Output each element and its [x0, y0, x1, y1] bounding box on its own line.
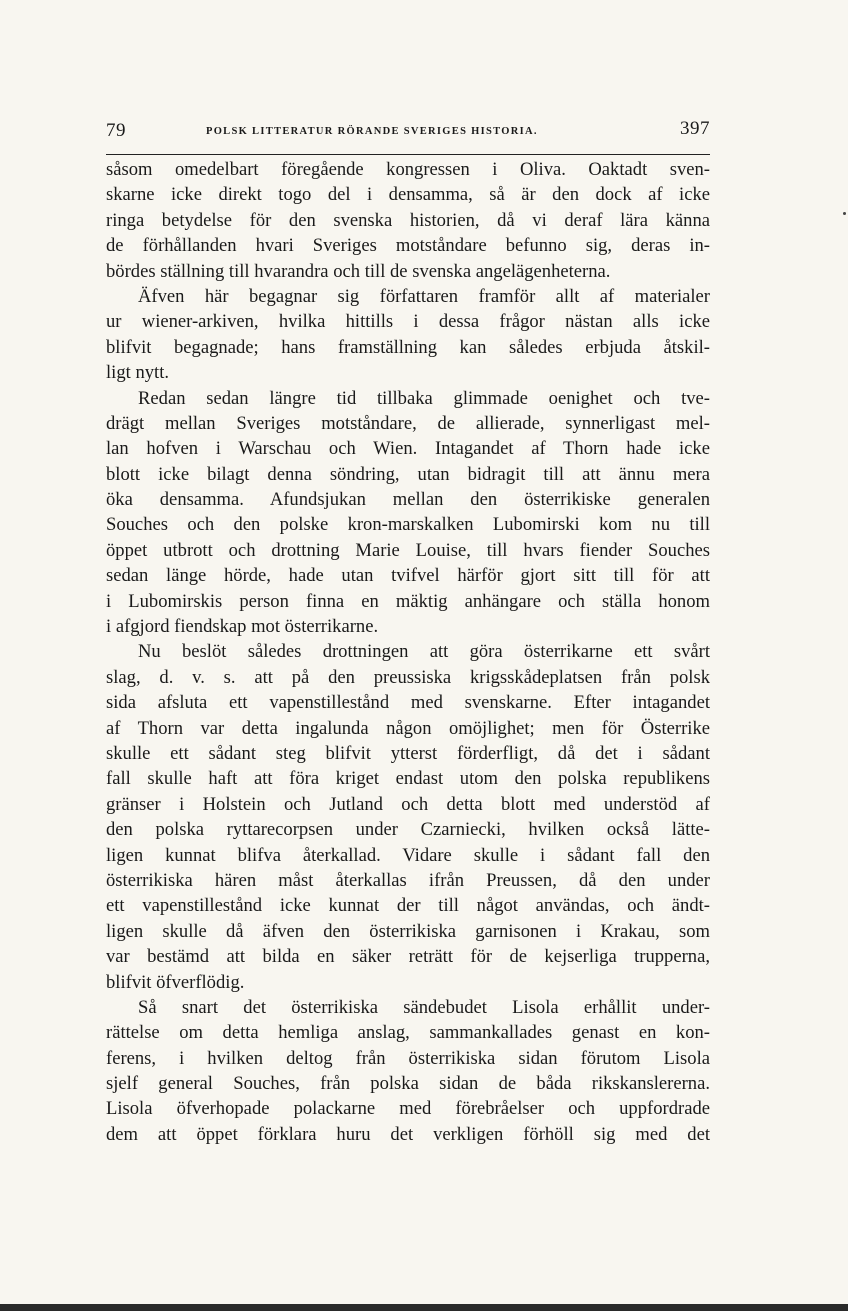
text-line: i Lubomirskis person finna en mäktig anhängare och ställa honom	[106, 590, 710, 612]
text-line: sedan länge hörde, hade utan tvifvel härför gjort sitt till för att	[106, 565, 710, 587]
text-line: sjelf general Souches, från polska sidan de båda rikskanslererna.	[106, 1073, 710, 1095]
text-line: slag, d. v. s. att på den preussiska krigsskådeplatsen från polsk	[106, 666, 710, 688]
text-line: gränser i Holstein och Jutland och detta blott med understöd af	[106, 793, 710, 815]
right-page-number: 397	[680, 118, 710, 139]
text-line: Äfven här begagnar sig författaren framför allt af materialer	[138, 285, 710, 307]
left-page-number: 79	[106, 120, 126, 141]
body-text	[106, 157, 710, 1147]
text-line: dem att öppet förklara huru det verkligen förhöll sig med det	[106, 1123, 710, 1145]
text-line: bördes ställning till hvarandra och till de svenska angelägenheterna.	[106, 260, 611, 282]
text-line: ligt nytt.	[106, 362, 170, 384]
text-line: Nu beslöt således drottningen att göra österrikarne ett svårt	[138, 641, 710, 663]
text-line: var bestämd att bilda en säker reträtt för de kejserliga trupperna,	[106, 946, 710, 968]
text-line: ligen skulle då äfven den österrikiska garnisonen i Krakau, som	[106, 920, 710, 942]
page-header	[106, 118, 710, 150]
text-line: af Thorn var detta ingalunda någon omöjlighet; men för Österrike	[106, 717, 710, 739]
text-line: österrikiska hären måst återkallas ifrån Preussen, då den under	[106, 869, 710, 891]
margin-speck	[843, 212, 846, 215]
text-line: Så snart det österrikiska sändebudet Lisola erhållit under-	[138, 996, 710, 1018]
text-line: såsom omedelbart föregående kongressen i Oliva. Oaktadt sven-	[106, 159, 710, 180]
text-line: den polska ryttarecorpsen under Czarniecki, hvilken också lätte-	[106, 819, 710, 841]
text-line: drägt mellan Sveriges motståndare, de allierade, synnerligast mel-	[106, 412, 710, 434]
text-line: ur wiener-arkiven, hvilka hittills i dessa frågor nästan alls icke	[106, 311, 710, 333]
text-line: lan hofven i Warschau och Wien. Intagandet af Thorn hade icke	[106, 438, 710, 460]
text-line: ferens, i hvilken deltog från österrikiska sidan förutom Lisola	[106, 1047, 710, 1069]
text-line: Souches och den polske kron-marskalken Lubomirski kom nu till	[106, 514, 710, 536]
text-line: ett vapenstillestånd icke kunnat der till något användas, och ändt-	[106, 895, 710, 917]
text-line: öka densamma. Afundsjukan mellan den österrikiske generalen	[106, 489, 710, 511]
text-line: fall skulle haft att föra kriget endast utom den polska republikens	[106, 768, 710, 790]
text-line: skarne icke direkt togo del i densamma, så är den dock af icke	[106, 184, 710, 206]
text-line: de förhållanden hvari Sveriges motståndare befunno sig, deras in-	[106, 235, 710, 257]
text-line: skulle ett sådant steg blifvit ytterst förderfligt, då det i sådant	[106, 742, 710, 764]
page-bottom-edge	[0, 1304, 848, 1311]
text-line: ligen kunnat blifva återkallad. Vidare skulle i sådant fall den	[106, 844, 710, 866]
text-line: blott icke bilagt denna söndring, utan bidragit till att ännu mera	[106, 463, 710, 485]
text-line: Redan sedan längre tid tillbaka glimmade oenighet och tve-	[138, 387, 710, 409]
text-line: i afgjord fiendskap mot österrikarne.	[106, 616, 379, 638]
text-line: rättelse om detta hemliga anslag, sammankallades genast en kon-	[106, 1022, 710, 1044]
running-title: POLSK LITTERATUR RÖRANDE SVERIGES HISTORIA.	[206, 126, 538, 137]
text-line: sida afsluta ett vapenstillestånd med svenskarne. Efter intagandet	[106, 692, 710, 714]
text-line: Lisola öfverhopade polackarne med förebråelser och uppfordrade	[106, 1098, 710, 1120]
header-rule	[106, 154, 710, 155]
text-line: öppet utbrott och drottning Marie Louise, till hvars fiender Souches	[106, 539, 710, 561]
text-line: blifvit begagnade; hans framställning kan således erbjuda åtskil-	[106, 336, 710, 358]
text-line: ringa betydelse för den svenska historien, då vi deraf lära känna	[106, 209, 710, 231]
text-line: blifvit öfverflödig.	[106, 971, 245, 993]
